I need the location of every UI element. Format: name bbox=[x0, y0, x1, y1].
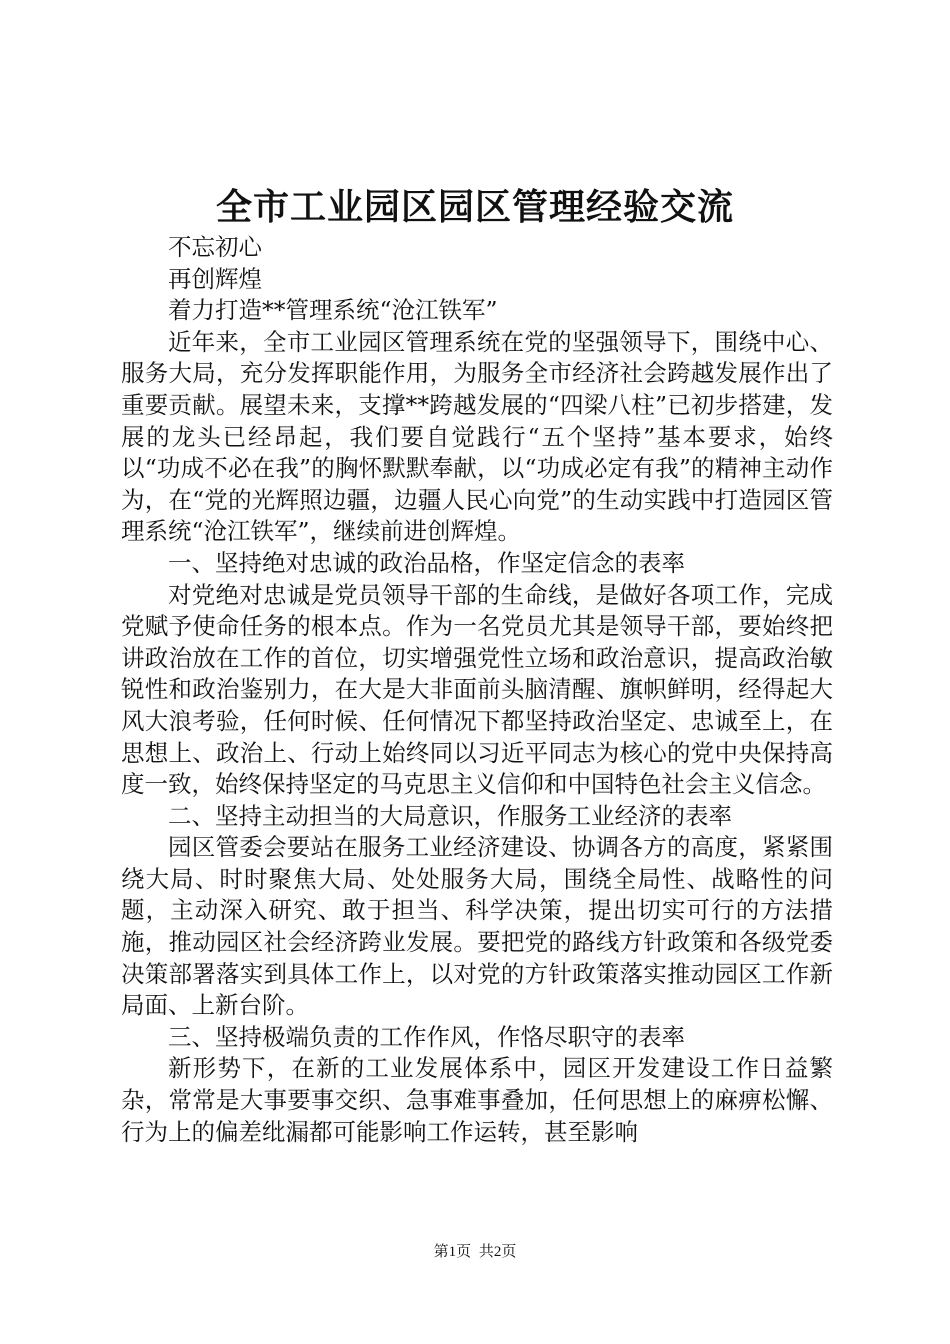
document-body bbox=[121, 232, 833, 1148]
section-heading: 三、坚持极端负责的工作作风，作恪尽职守的表率 bbox=[168, 1022, 685, 1051]
body-paragraph: 新形势下，在新的工业发展体系中，园区开发建设工作日益繁杂，常常是大事要事交织、急事难事叠加，任何思想上的麻痹松懈、行为上的偏差纰漏都可能影响工作运转，甚至影响 bbox=[121, 1054, 833, 1146]
page-number: 第1页 bbox=[433, 1244, 472, 1260]
page-total: 共2页 bbox=[478, 1244, 517, 1260]
section-heading: 一、坚持绝对忠诚的政治品格，作坚定信念的表率 bbox=[168, 548, 685, 577]
subtitle-line: 着力打造**管理系统“沧江铁军” bbox=[168, 296, 498, 325]
body-paragraph: 园区管委会要站在服务工业经济建设、协调各方的高度，紧紧围绕大局、时时聚焦大局、处处服务大局，围绕全局性、战略性的问题，主动深入研究、敢于担当、科学决策，提出切实可行的方法措施，推动园区社会经济跨业发展。要把党的路线方针政策和各级党委决策部署落实到具体工作上，以对党的方针政策落实推动园区工作新局面、上新台阶。 bbox=[121, 833, 833, 1020]
subtitle-line: 不忘初心 bbox=[168, 233, 262, 261]
page-footer bbox=[0, 1242, 950, 1262]
body-paragraph: 近年来，全市工业园区管理系统在党的坚强领导下，围绕中心、服务大局，充分发挥职能作用，为服务全市经济社会跨越发展作出了重要贡献。展望未来，支撑**跨越发展的“四梁八柱”已初步搭建，发展的龙头已经昂起，我们要自觉践行“五个坚持”基本要求，始终以“功成不必在我”的胸怀默默奉献，以“功成必定有我”的精神主动作为，在“党的光辉照边疆，边疆人民心向党”的生动实践中打造园区管理系统“沧江铁军”，继续前进创辉煌。 bbox=[121, 327, 833, 546]
body-paragraph: 对党绝对忠诚是党员领导干部的生命线，是做好各项工作，完成党赋予使命任务的根本点。作为一名党员尤其是领导干部，要始终把讲政治放在工作的首位，切实增强党性立场和政治意识，提高政治敏锐性和政治鉴别力，在大是大非面前头脑清醒、旗帜鲜明，经得起大风大浪考验，任何时候、任何情况下都坚持政治坚定、忠诚至上，在思想上、政治上、行动上始终同以习近平同志为核心的党中央保持高度一致，始终保持坚定的马克思主义信仰和中国特色社会主义信念。 bbox=[121, 580, 833, 799]
document-title: 全市工业园区园区管理经验交流 bbox=[215, 186, 734, 228]
section-heading: 二、坚持主动担当的大局意识，作服务工业经济的表率 bbox=[168, 801, 732, 830]
subtitle-line: 再创辉煌 bbox=[168, 264, 262, 293]
